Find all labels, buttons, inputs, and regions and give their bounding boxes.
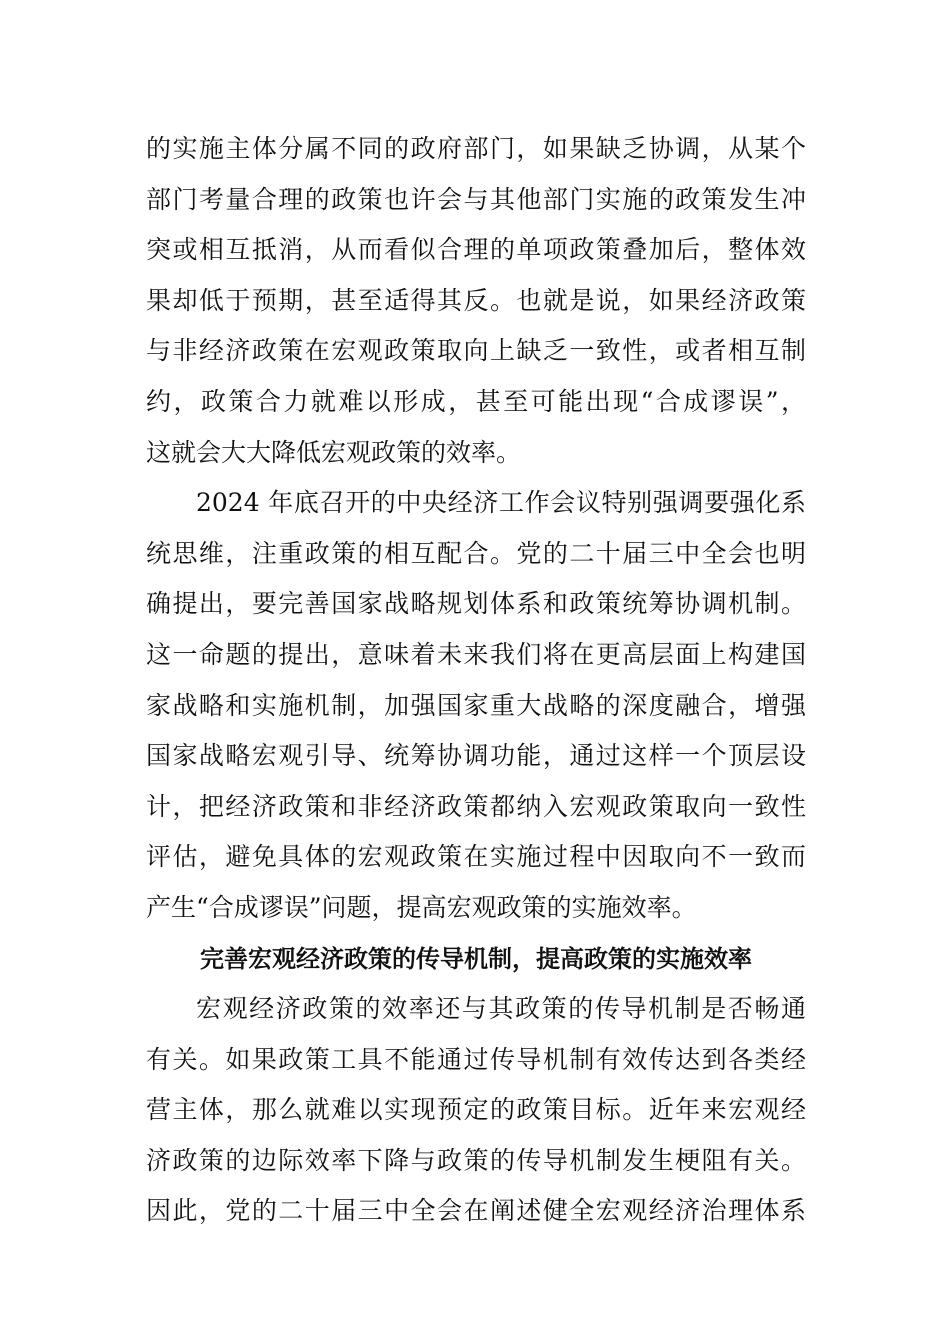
section-heading: 完善宏观经济政策的传导机制，提高政策的实施效率 bbox=[200, 944, 752, 973]
paragraph-3-line-4: 济政策的边际效率下降与政策的传导机制发生梗阻有关。 bbox=[146, 1145, 806, 1175]
paragraph-1-line-7: 这就会大大降低宏观政策的效率。 bbox=[146, 437, 522, 467]
paragraph-1-line-1: 的实施主体分属不同的政府部门，如果缺乏协调，从某个 bbox=[146, 134, 806, 163]
paragraph-2-line-6: 国家战略宏观引导、统筹协调功能，通过这样一个顶层设 bbox=[146, 741, 806, 771]
paragraph-3-line-2: 有关。如果政策工具不能通过传导机制有效传达到各类经 bbox=[146, 1044, 806, 1074]
paragraph-3-line-3: 营主体，那么就难以实现预定的政策目标。近年来宏观经 bbox=[146, 1095, 806, 1125]
paragraph-1-line-3: 突或相互抵消，从而看似合理的单项政策叠加后，整体效 bbox=[146, 235, 806, 265]
paragraph-2-line-8: 评估，避免具体的宏观政策在实施过程中因取向不一致而 bbox=[146, 842, 806, 872]
paragraph-2-line-3: 确提出，要完善国家战略规划体系和政策统筹协调机制。 bbox=[146, 589, 806, 619]
paragraph-2-line-5: 家战略和实施机制，加强国家重大战略的深度融合，增强 bbox=[146, 690, 806, 720]
paragraph-2-line-2: 统思维，注重政策的相互配合。党的二十届三中全会也明 bbox=[146, 538, 806, 568]
paragraph-1-line-6: 约，政策合力就难以形成，甚至可能出现“合成谬误”， bbox=[146, 386, 806, 416]
paragraph-2-line-1: 2024 年底召开的中央经济工作会议特别强调要强化系 bbox=[196, 488, 806, 518]
paragraph-3-line-1: 宏观经济政策的效率还与其政策的传导机制是否畅通 bbox=[196, 994, 806, 1024]
paragraph-1-line-5: 与非经济政策在宏观政策取向上缺乏一致性，或者相互制 bbox=[146, 336, 806, 366]
paragraph-2-line-4: 这一命题的提出，意味着未来我们将在更高层面上构建国 bbox=[146, 639, 806, 669]
paragraph-2-line-9: 产生“合成谬误”问题，提高宏观政策的实施效率。 bbox=[146, 892, 697, 922]
paragraph-2-line-7: 计，把经济政策和非经济政策都纳入宏观政策取向一致性 bbox=[146, 791, 806, 821]
paragraph-1-line-4: 果却低于预期，甚至适得其反。也就是说，如果经济政策 bbox=[146, 285, 806, 315]
paragraph-1-line-2: 部门考量合理的政策也许会与其他部门实施的政策发生冲 bbox=[146, 184, 806, 214]
paragraph-3-line-5: 因此，党的二十届三中全会在阐述健全宏观经济治理体系 bbox=[146, 1196, 806, 1226]
document-body bbox=[146, 124, 806, 1237]
